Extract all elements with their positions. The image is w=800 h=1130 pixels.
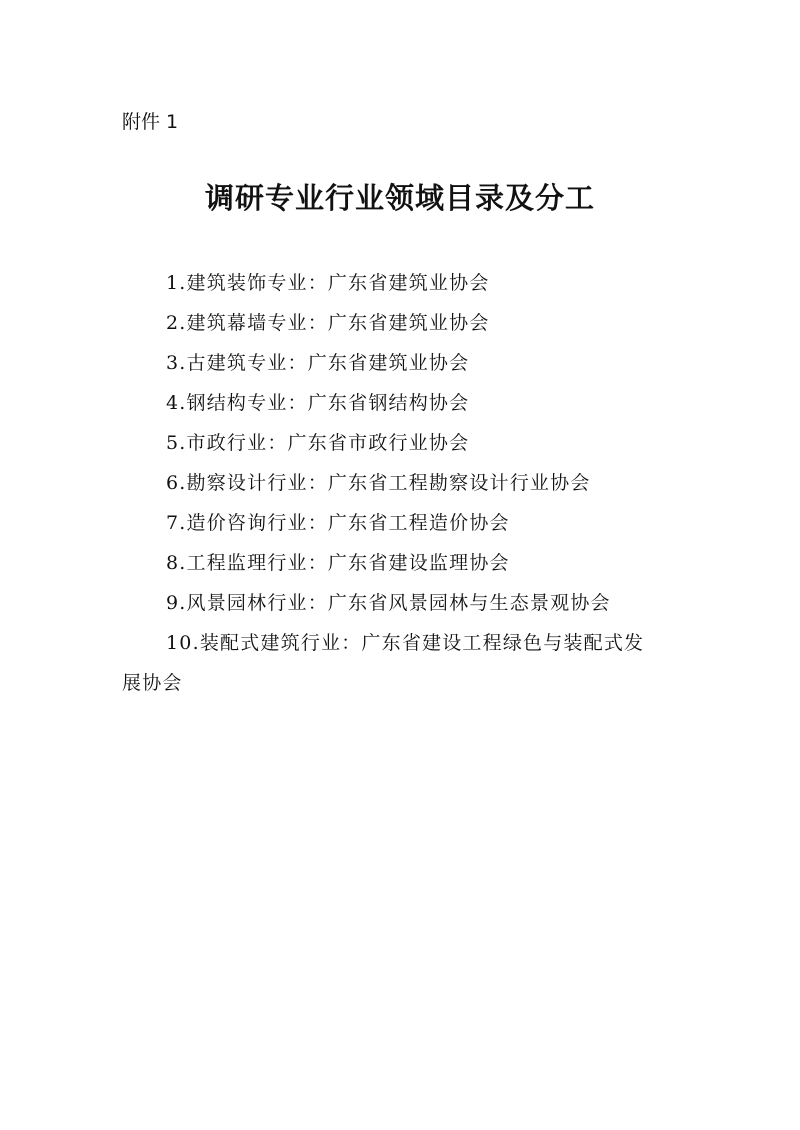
list-item [122,503,662,543]
list-item-text: 1.建筑装饰专业：广东省建筑业协会 [166,272,490,294]
list-item [122,303,662,343]
list-item-text: 3.古建筑专业：广东省建筑业协会 [166,352,470,374]
list-item-text: 9.风景园林行业：广东省风景园林与生态景观协会 [166,592,611,614]
item-list [122,263,662,703]
list-item [122,343,662,383]
list-item-text: 5.市政行业：广东省市政行业协会 [166,432,470,454]
list-item [122,543,662,583]
list-item-wrapped [122,623,662,703]
list-item [122,383,662,423]
list-item-text: 8.工程监理行业：广东省建设监理协会 [166,552,510,574]
list-item [122,463,662,503]
list-item [122,583,662,623]
list-item [122,263,662,303]
list-item-text-line1: 10.装配式建筑行业：广东省建设工程绿色与装配式发 [166,632,645,654]
list-item-text: 7.造价咨询行业：广东省工程造价协会 [166,512,510,534]
list-item-text-line2: 展协会 [122,672,183,694]
attachment-label: 附件 1 [122,111,179,133]
list-item-text: 2.建筑幕墙专业：广东省建筑业协会 [166,312,490,334]
document-title: 调研专业行业领域目录及分工 [204,181,595,215]
list-item-text: 4.钢结构专业：广东省钢结构协会 [166,392,470,414]
list-item [122,423,662,463]
list-item-text: 6.勘察设计行业：广东省工程勘察设计行业协会 [166,472,591,494]
